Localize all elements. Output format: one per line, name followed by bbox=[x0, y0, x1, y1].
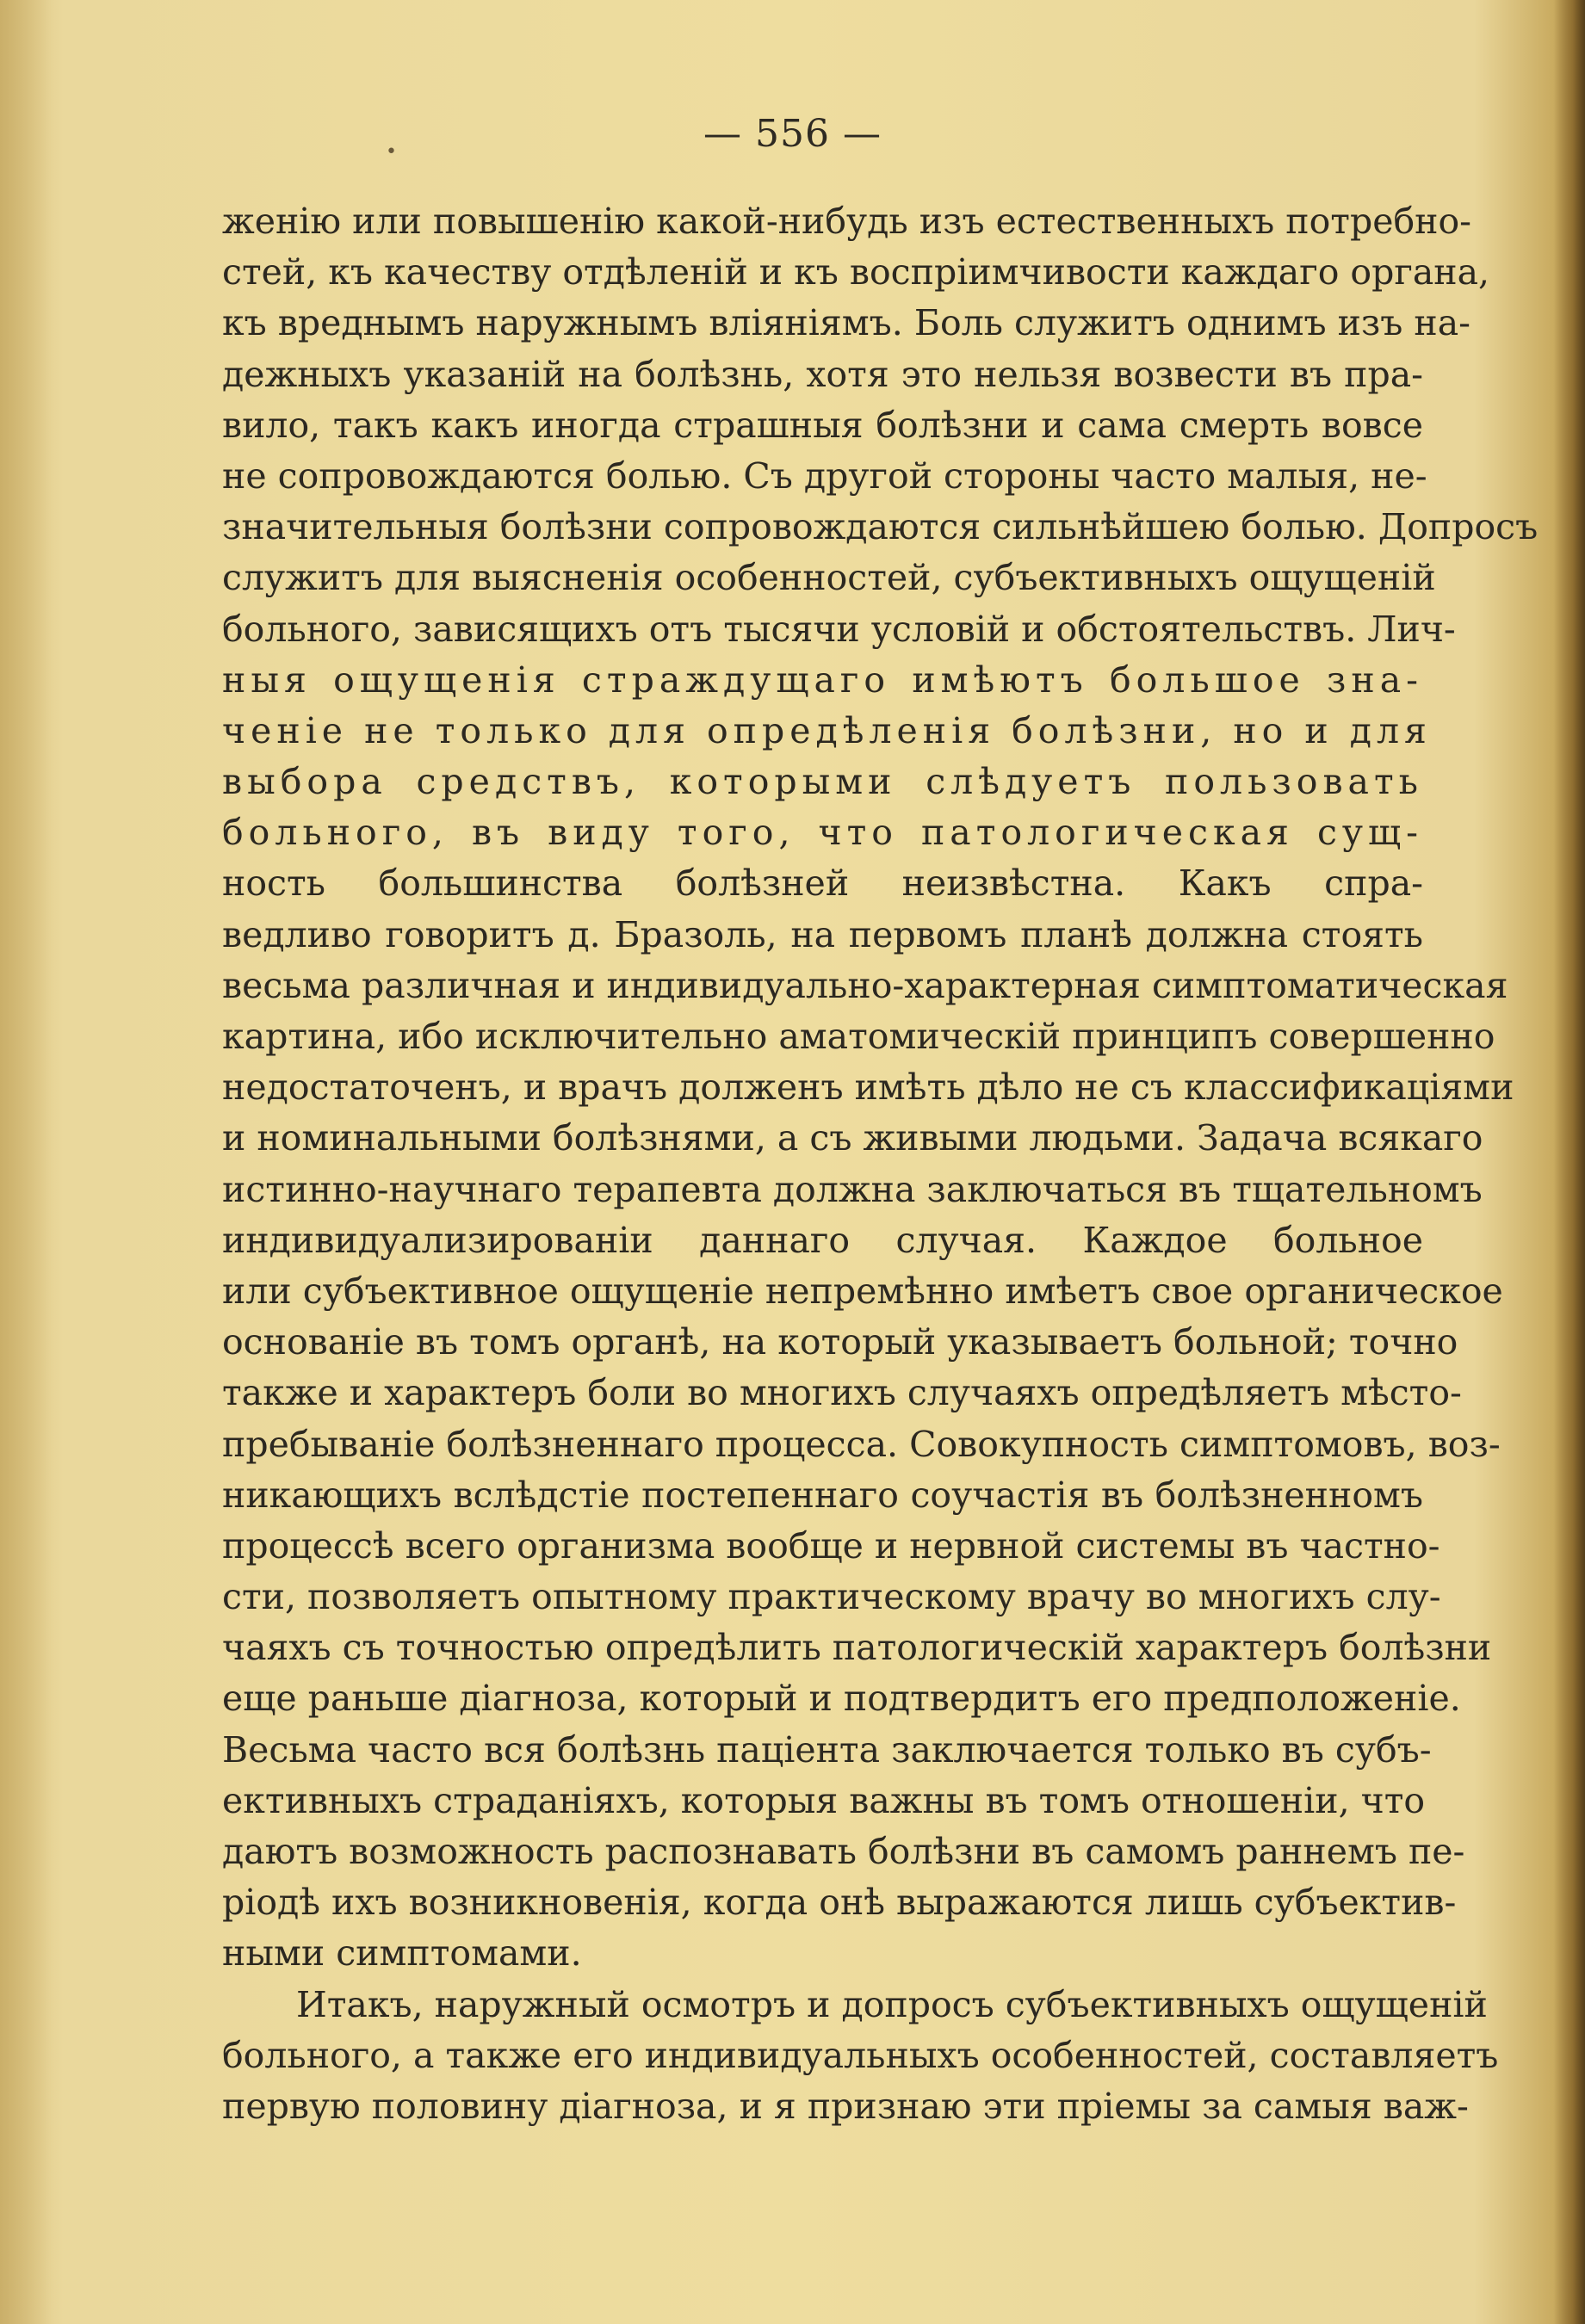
text-line-emphasized: больного, въ виду того, что патологическая сущ- bbox=[222, 812, 1423, 854]
text-line: ріодѣ ихъ возникновенія, когда онѣ выражаются лишь субъектив- bbox=[222, 1882, 1457, 1924]
text-line: сти, позволяетъ опытному практическому врачу во многихъ слу- bbox=[222, 1576, 1441, 1618]
paragraph-2 bbox=[222, 1980, 1499, 2133]
text-line: основаніе въ томъ органѣ, на который указываетъ больной; точно bbox=[222, 1321, 1458, 1363]
text-line: и номинальными болѣзнями, а съ живыми людьми. Задача всякаго bbox=[222, 1117, 1483, 1159]
text-line: женію или повышенію какой-нибудь изъ естественныхъ потребно- bbox=[222, 201, 1472, 242]
text-line: картина, ибо исключительно аматомическій принципъ совершенно bbox=[222, 1016, 1495, 1057]
text-line: весьма различная и индивидуально-характерная симптоматическая bbox=[222, 964, 1508, 1006]
text-line: стей, къ качеству отдѣленій и къ воспріимчивости каждаго органа, bbox=[222, 251, 1490, 294]
text-line: больного, а также его индивидуальныхъ особенностей, составляетъ bbox=[222, 2034, 1499, 2076]
text-line: Итакъ, наружный осмотръ и допросъ субъективныхъ ощущеній bbox=[296, 1983, 1488, 2025]
text-line: или субъективное ощущеніе непремѣнно имѣетъ свое органическое bbox=[222, 1270, 1503, 1312]
text-line: вило, такъ какъ иногда страшныя болѣзни и сама смерть вовсе bbox=[222, 404, 1423, 446]
page-edge-shadow bbox=[1554, 0, 1585, 2324]
text-line: также и характеръ боли во многихъ случаяхъ опредѣляетъ мѣсто- bbox=[222, 1372, 1462, 1414]
text-line-emphasized: выбора средствъ, которыми слѣдуетъ пользовать bbox=[222, 761, 1423, 803]
text-line: значительныя болѣзни сопровождаются сильнѣйшею болью. Допросъ bbox=[222, 506, 1539, 548]
text-line: никающихъ вслѣдстіе постепеннаго соучастія въ болѣзненномъ bbox=[222, 1474, 1423, 1516]
text-line-emphasized: ныя ощущенія страждущаго имѣютъ большое зна- bbox=[222, 658, 1423, 701]
text-line: къ вреднымъ наружнымъ вліяніямъ. Боль служитъ однимъ изъ на- bbox=[222, 302, 1471, 344]
text-line: Весьма часто вся болѣзнь паціента заключается только въ субъ- bbox=[222, 1728, 1432, 1771]
text-line: дежныхъ указаній на болѣзнь, хотя это нельзя возвести въ пра- bbox=[222, 353, 1423, 395]
text-line: служитъ для выясненія особенностей, субъективныхъ ощущеній bbox=[222, 557, 1436, 599]
text-line: еще раньше діагноза, который и подтвердитъ его предположеніе. bbox=[222, 1678, 1461, 1720]
text-line: недостаточенъ, и врачъ долженъ имѣть дѣло не съ классификаціями bbox=[222, 1066, 1514, 1109]
text-line-emphasized: ченіе не только для опредѣленія болѣзни, но и для bbox=[222, 709, 1432, 751]
text-line: первую половину діагноза, и я признаю эти пріемы за самыя важ- bbox=[222, 2085, 1469, 2127]
text-line: чаяхъ съ точностью опредѣлить патологическій характеръ болѣзни bbox=[222, 1627, 1492, 1669]
paragraph-1 bbox=[222, 196, 1539, 1980]
text-line: процессѣ всего организма вообще и нервной системы въ частно- bbox=[222, 1524, 1440, 1567]
text-line: ективныхъ страданіяхъ, которыя важны въ томъ отношеніи, что bbox=[222, 1779, 1426, 1821]
text-line: не сопровождаются болью. Съ другой стороны часто малыя, не- bbox=[222, 454, 1427, 497]
text-line: даютъ возможность распознавать болѣзни въ самомъ раннемъ пе- bbox=[222, 1831, 1465, 1872]
page-number: — 556 — bbox=[703, 112, 882, 156]
text-line: ность большинства болѣзней неизвѣстна. Какъ спра- bbox=[222, 862, 1423, 905]
text-line: ведливо говоритъ д. Бразоль, на первомъ планѣ должна стоять bbox=[222, 913, 1423, 955]
text-line: истинно-научнаго терапевта должна заключаться въ тщательномъ bbox=[222, 1168, 1483, 1210]
ink-speck: • bbox=[386, 141, 397, 163]
body-text bbox=[222, 196, 1539, 2132]
page-gutter-shade bbox=[0, 0, 52, 2324]
text-line: больного, зависящихъ отъ тысячи условій и обстоятельствъ. Лич- bbox=[222, 608, 1456, 650]
text-line: ными симптомами. bbox=[222, 1932, 582, 1975]
text-line: пребываніе болѣзненнаго процесса. Совокупность симптомовъ, воз- bbox=[222, 1423, 1501, 1465]
text-line: индивидуализированіи даннаго случая. Каждое больное bbox=[222, 1219, 1423, 1261]
